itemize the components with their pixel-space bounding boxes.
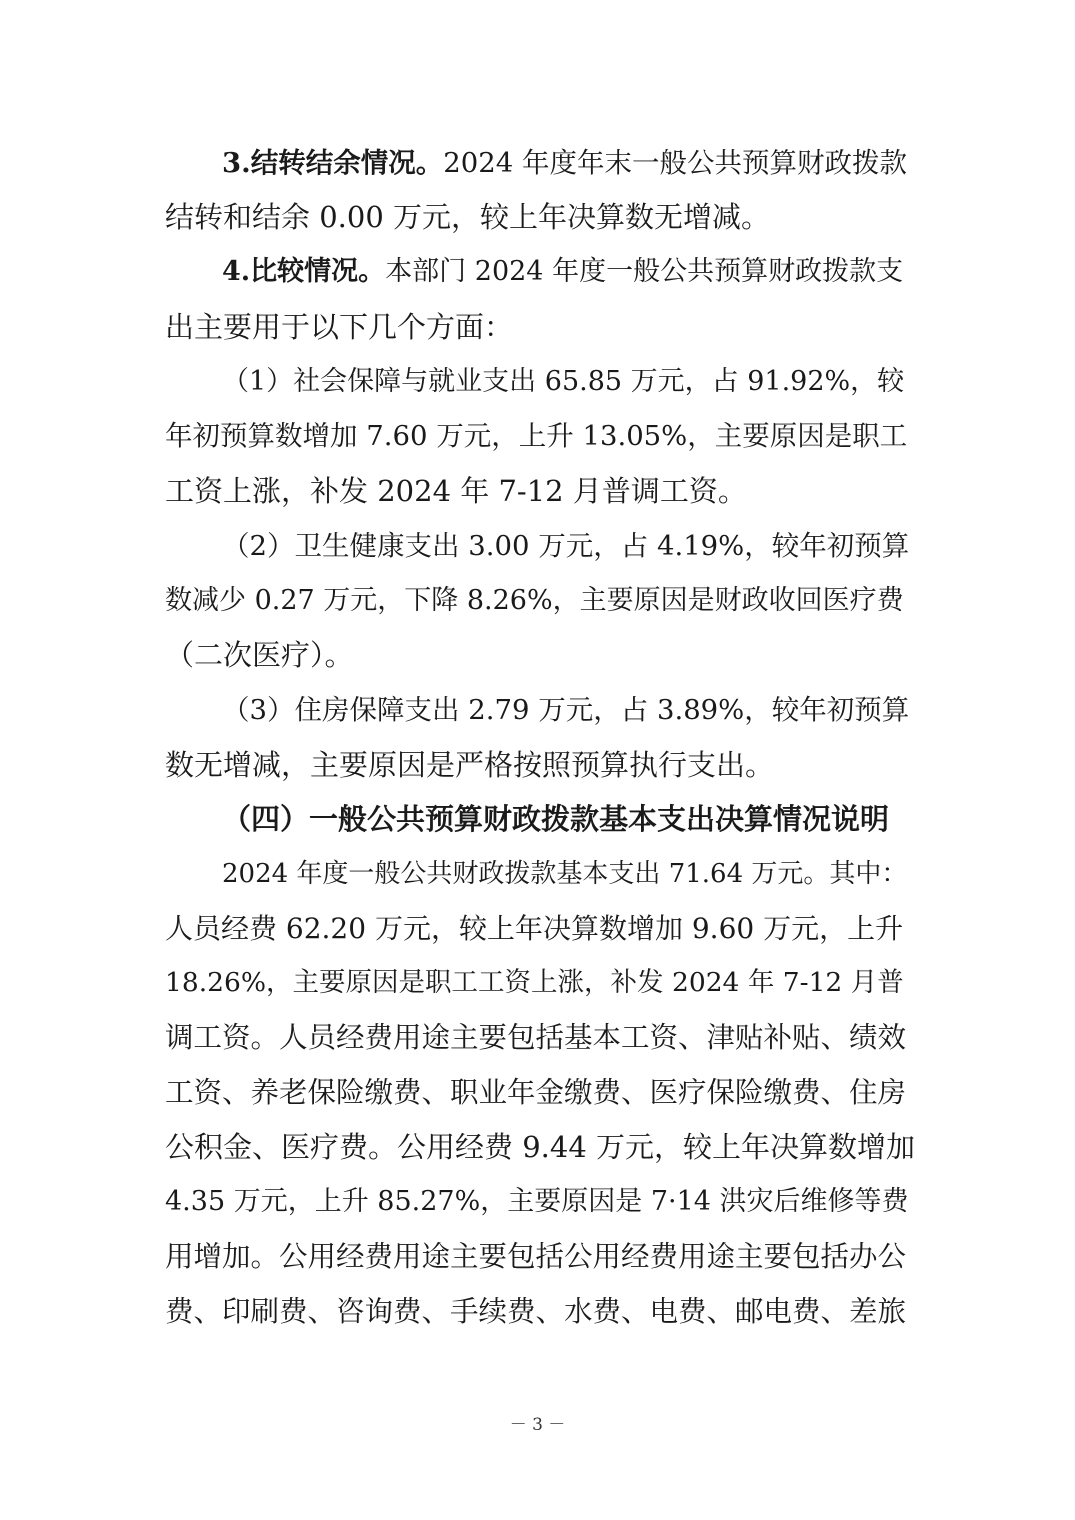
housing-line-2: 数无增减，主要原因是严格按照预算执行支出。: [165, 748, 775, 782]
basic-expenditure-line-6: 公积金、医疗费。公用经费 9.44 万元，较上年决算数增加: [165, 1130, 915, 1164]
paragraph-comparison-line-1: [222, 254, 914, 290]
carryover-lead: 3.结转结余情况。: [222, 147, 444, 179]
section-heading-basic-expenditure: （四）一般公共预算财政拨款基本支出决算情况说明: [222, 802, 890, 836]
social-security-line-1: （1）社会保障与就业支出 65.85 万元，占 91.92%，较: [222, 366, 905, 397]
health-line-2: 数减少 0.27 万元，下降 8.26%，主要原因是财政收回医疗费: [165, 585, 904, 616]
health-line-3: （二次医疗）。: [165, 638, 354, 672]
comparison-lead: 4.比较情况。: [222, 256, 386, 287]
basic-expenditure-line-2: 人员经费 62.20 万元，较上年决算数增加 9.60 万元，上升: [165, 912, 904, 945]
paragraph-carryover-line-1: [222, 145, 914, 181]
comparison-text-1: 本部门 2024 年度一般公共预算财政拨款支: [385, 256, 904, 287]
basic-expenditure-line-5: 工资、养老保险缴费、职业年金缴费、医疗保险缴费、住房: [165, 1076, 907, 1109]
health-line-1: （2）卫生健康支出 3.00 万元，占 4.19%，较年初预算: [222, 530, 910, 562]
housing-line-1: （3）住房保障支出 2.79 万元，占 3.89%，较年初预算: [222, 694, 910, 726]
basic-expenditure-line-7: 4.35 万元，上升 85.27%，主要原因是 7·14 洪灾后维修等费: [165, 1186, 909, 1217]
basic-expenditure-line-4: 调工资。人员经费用途主要包括基本工资、津贴补贴、绩效: [165, 1021, 907, 1054]
page-number: － 3 －: [509, 1415, 566, 1435]
basic-expenditure-line-9: 费、印刷费、咨询费、手续费、水费、电费、邮电费、差旅: [165, 1295, 907, 1328]
carryover-text-1: 2024 年度年末一般公共预算财政拨款: [443, 147, 907, 179]
paragraph-carryover-line-2: 结转和结余 0.00 万元，较上年决算数无增减。: [165, 200, 771, 234]
basic-expenditure-line-3: 18.26%，主要原因是职工工资上涨，补发 2024 年 7-12 月普: [165, 967, 904, 998]
basic-expenditure-line-1: 2024 年度一般公共财政拨款基本支出 71.64 万元。其中：: [222, 859, 908, 889]
social-security-line-2: 年初预算数增加 7.60 万元，上升 13.05%，主要原因是职工: [165, 420, 908, 452]
paragraph-comparison-line-2: 出主要用于以下几个方面：: [165, 310, 514, 344]
social-security-line-3: 工资上涨，补发 2024 年 7-12 月普调工资。: [165, 474, 747, 508]
basic-expenditure-line-8: 用增加。公用经费用途主要包括公用经费用途主要包括办公: [165, 1240, 907, 1273]
